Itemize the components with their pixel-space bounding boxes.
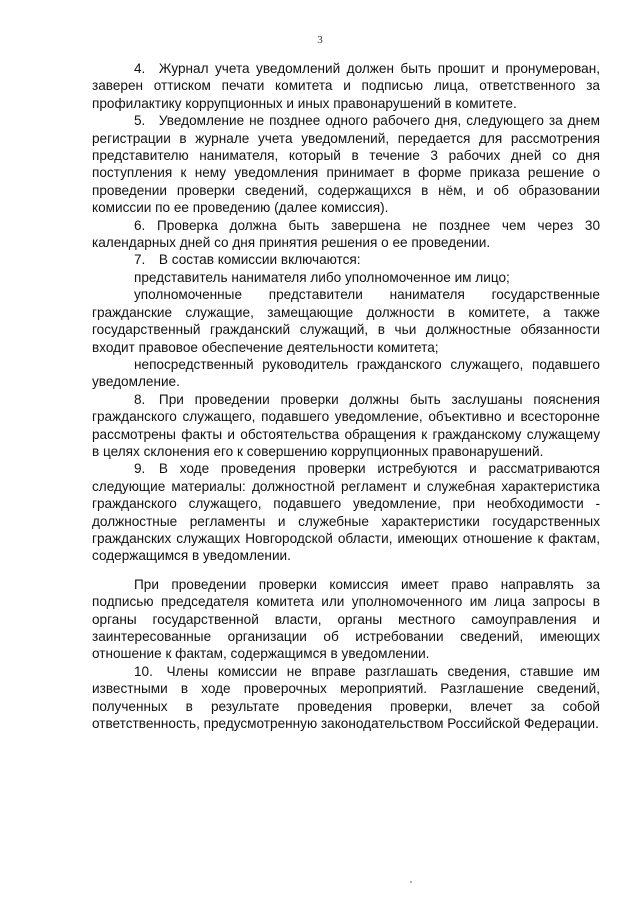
page-number: 3 [317,34,323,46]
paragraph-commission-rights: При проведении проверки комиссия имеет право направлять за подписью председателя комитета или уполномоченного им лица запросы в органы государственной власти, органы местного самоуправления и заинтересованные организации об истребовании сведений, имеющих отношение к фактам, содержащимся в уведомлении. [92,576,600,662]
commission-member-employer-representative: представитель нанимателя либо уполномоченное им лицо; [134,269,510,285]
paragraph-item-9: 9. В ходе проведения проверки истребуются и рассматриваются следующие материалы: должностной регламент и служебная характеристика гражданского служащего, подавшего уведомление, при необходимости - должностные регламенты и служебные характеристики государственных гражданских служащих Новгородской области, имеющих отношение к фактам, содержащимся в уведомлении. [92,461,600,564]
commission-member-direct-supervisor: непосредственный руководитель гражданского служащего, подавшего уведомление. [92,356,600,390]
paragraph-item-4: 4. Журнал учета уведомлений должен быть прошит и пронумерован, заверен оттиском печати комитета и подписью лица, ответственного за профилактику коррупционных и иных правонарушений в комитете. [92,61,600,111]
paragraph-item-6: 6. Проверка должна быть завершена не позднее чем через 30 календарных дней со дня принятия решения о ее проведении. [92,217,600,251]
paragraph-item-10: 10. Члены комиссии не вправе разглашать сведения, ставшие им известными в ходе проверочных мероприятий. Разглашение сведений, полученных в результате проведения проверки, влечет за собой ответственность, предусмотренную законодательством Российской Федерации. [92,663,600,732]
paragraph-item-7: 7. В состав комиссии включаются: [134,252,361,268]
paragraph-item-5: 5. Уведомление не позднее одного рабочего дня, следующего за днем регистрации в журнале учета уведомлений, передается для рассмотрения представителю нанимателя, который в течение 3 рабочих дней со дня поступления к нему уведомления принимает в форме приказа решение о проведении проверки сведений, содержащихся в нём, и об образовании комиссии по ее проведению (далее комиссия). [92,113,600,216]
paragraph-item-8: 8. При проведении проверки должны быть заслушаны пояснения гражданского служащего, подавшего уведомление, объективно и всесторонне рассмотрены факты и обстоятельства обращения к гражданскому служащему в целях склонения его к совершению коррупционных правонарушений. [92,391,600,459]
commission-member-authorized-representatives: уполномоченные представители нанимателя государственные гражданские служащие, замещающие должности в комитете, а также государственный гражданский служащий, в чьи должностные обязанности входит правовое обеспечение деятельности комитета; [92,287,600,355]
scan-speck [410,881,412,883]
document-body [92,60,600,732]
